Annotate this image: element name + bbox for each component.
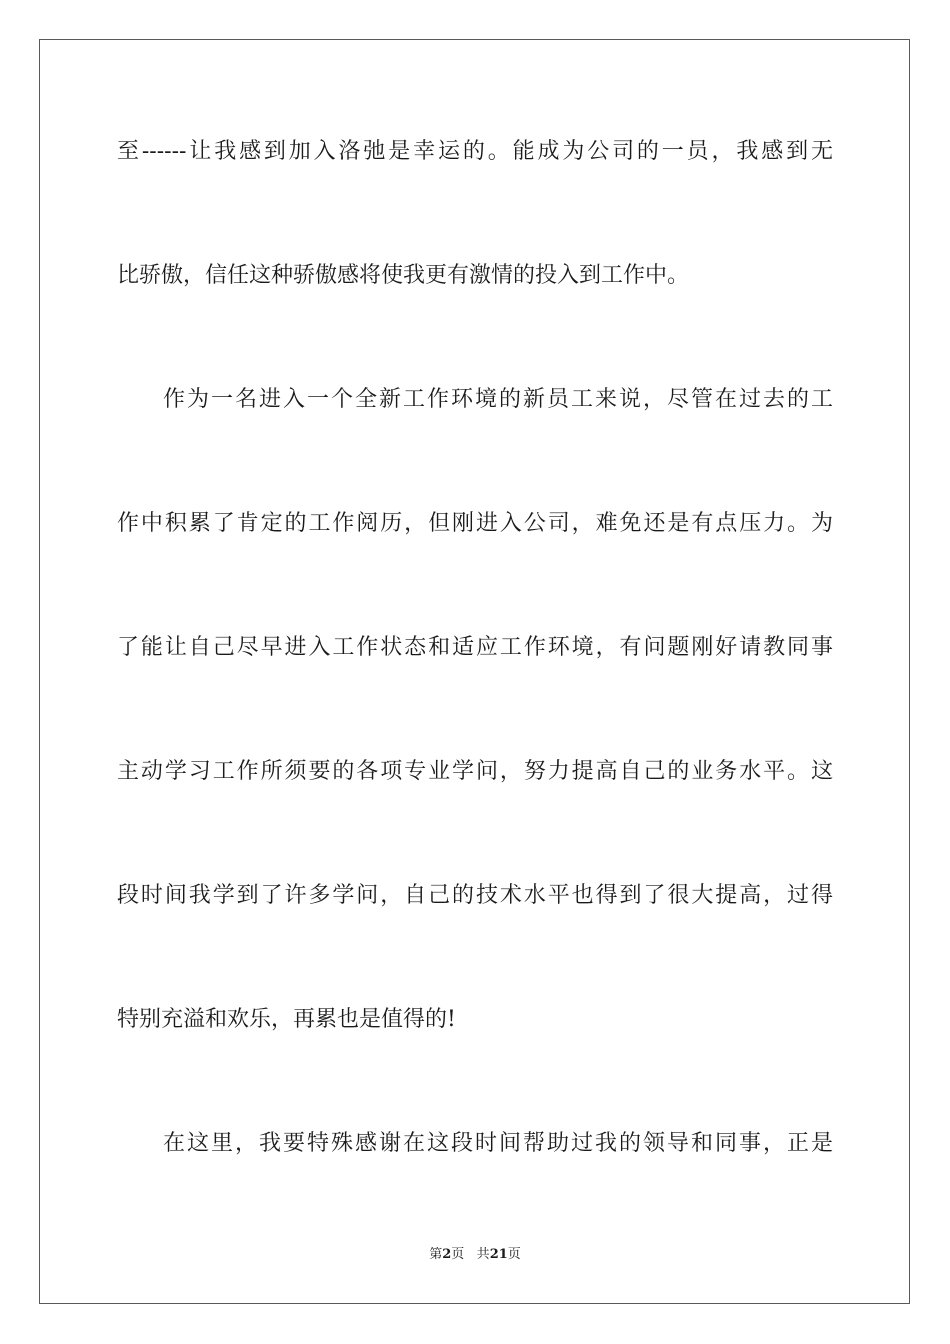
footer-page-prefix: 第 <box>429 1247 443 1262</box>
text-line-8: 特别充溢和欢乐，再累也是值得的! <box>117 1007 456 1032</box>
text-line-5: 了能让自己尽早进入工作状态和适应工作环境，有问题刚好请教同事 <box>117 635 833 660</box>
text-line-2: 比骄傲，信任这种骄傲感将使我更有激情的投入到工作中。 <box>117 263 690 288</box>
page-footer <box>0 1246 950 1264</box>
page-border <box>39 39 910 1304</box>
footer-total-prefix: 共 <box>476 1247 490 1262</box>
text-line-6: 主动学习工作所须要的各项专业学问，努力提高自己的业务水平。这 <box>117 759 833 784</box>
text-line-9: 在这里，我要特殊感谢在这段时间帮助过我的领导和同事，正是 <box>163 1131 833 1156</box>
footer-page-number: 2 <box>442 1247 452 1262</box>
footer-total-pages: 21 <box>489 1247 508 1262</box>
text-line-7: 段时间我学到了许多学问，自己的技术水平也得到了很大提高，过得 <box>117 883 833 908</box>
text-line-1: 至------让我感到加入洛弛是幸运的。能成为公司的一员，我感到无 <box>117 139 833 164</box>
text-line-4: 作中积累了肯定的工作阅历，但刚进入公司，难免还是有点压力。为 <box>117 511 833 536</box>
footer-total-suffix: 页 <box>507 1247 521 1262</box>
text-line-3: 作为一名进入一个全新工作环境的新员工来说，尽管在过去的工 <box>163 387 833 412</box>
footer-page-suffix: 页 <box>451 1247 465 1262</box>
